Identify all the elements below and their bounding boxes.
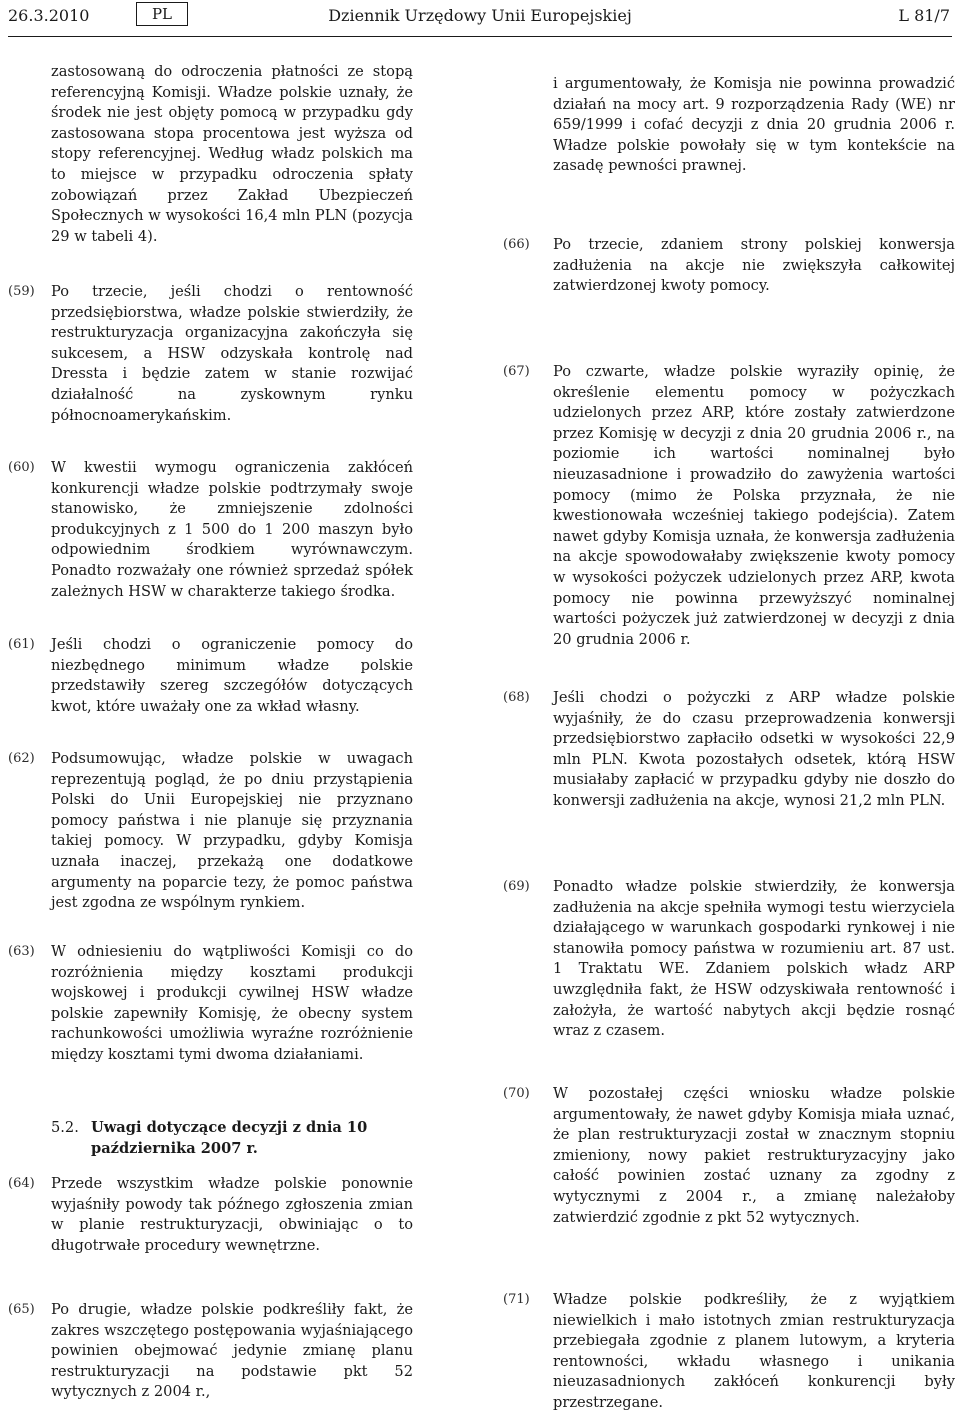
paragraph-text: Po czwarte, władze polskie wyraziły opinię, że określenie elementu pomocy w pożyczkach udzielonych przez ARP, które zostały zatwierdzone przez Komisję w decyzji z dnia 20 grudnia 2006 r., na poziomie ich wartości nominalnej było nieuzasadnione i prowadziło do zawyżenia wartości pomocy (mimo że Polska przyznała, że nie kwestionowała wcześniej takiego podejścia). Zatem nawet gdyby Komisja uznała, że konwersja zadłużenia na akcje spowodowałaby zwiększenie kwoty pomocy w wysokości pożyczek udzielonych przez ARP, kwota pomocy nie powinna przewyższyć nominalnej wartości pożyczek już zatwierdzonej w decyzji z dnia 20 grudnia 2006 r. <box>553 363 955 648</box>
paragraph-number: (71) <box>503 1292 530 1307</box>
paragraph-text: Po trzecie, zdaniem strony polskiej konwersja zadłużenia na akcje nie zwiększyła całkowitej zatwierdzonej kwoty pomocy. <box>553 236 955 295</box>
paragraph-number: (66) <box>503 237 530 252</box>
paragraph-text: i argumentowały, że Komisja nie powinna prowadzić działań na mocy art. 9 rozporządzenia Rady (WE) nr 659/1999 i cofać decyzji z dnia 20 grudnia 2006 r. Władze polskie powołały się w tym kontekście na zasadę pewności prawnej. <box>553 75 955 175</box>
paragraph-number: (67) <box>503 364 530 379</box>
paragraph-text: Po drugie, władze polskie podkreśliły fakt, że zakres wszczętego postępowania wyjaśniającego powinien obejmować jedynie zmianę planu restrukturyzacji na podstawie pkt 52 wytycznych z 2004 r., <box>51 1301 413 1401</box>
paragraph-text: Po trzecie, jeśli chodzi o rentowność przedsiębiorstwa, władze polskie stwierdziły, że restrukturyzacja organizacyjna zakończyła się sukcesem, a HSW odzyskała kontrolę nad Dressta i będzie zatem w stanie rozwijać działalność na zyskownym rynku północnoamerykańskim. <box>51 283 413 424</box>
paragraph-number: (64) <box>8 1176 35 1191</box>
paragraph-text: W pozostałej części wniosku władze polskie argumentowały, że nawet gdyby Komisja miała uznać, że plan restrukturyzacji został w znacznym stopniu zmieniony, nowy pakiet restrukturyzacyjny jako całość powinien zostać uznany za zgodny z wytycznymi z 2004 r., a zmianę należałoby zatwierdzić zgodnie z pkt 52 wytycznych. <box>553 1085 955 1226</box>
paragraph-67 <box>503 362 955 650</box>
paragraph-66 <box>503 235 955 297</box>
section-heading <box>8 1118 413 1159</box>
paragraph-text: Władze polskie podkreśliły, że z wyjątkiem niewielkich i mało istotnych zmian restrukturyzacja przebiegała zgodnie z planem lutowym, a kryteria rentowności, wkładu własnego i unikania nieuzasadnionych zakłóceń konkurencji były przestrzegane. <box>553 1291 955 1411</box>
publication-date: 26.3.2010 <box>8 6 90 25</box>
paragraph-68 <box>503 688 955 812</box>
paragraph-text: zastosowaną do odroczenia płatności ze stopą referencyjną Komisji. Władze polskie uznały, że środek nie jest objęty pomocą w przypadku gdy zastosowana stopa procentowa jest wyższa od stopy referencyjnej. Według władz polskich ma to miejsce w przypadku odroczenia spłaty zobowiązań przez Zakład Ubezpieczeń Społecznych w wysokości 16,4 mln PLN (pozycja 29 w tabeli 4). <box>51 63 413 245</box>
paragraph-62 <box>8 749 413 914</box>
paragraph-text: W kwestii wymogu ograniczenia zakłóceń konkurencji władze polskie podtrzymały swoje stanowisko, że zmniejszenie zdolności produkcyjnych z 1 500 do 1 200 maszyn było odpowiednim środkiem wyrównawczym. Ponadto rozważały one również sprzedaż spółek zależnych HSW w charakterze takiego środka. <box>51 459 413 600</box>
paragraph-71 <box>503 1290 955 1414</box>
paragraph-number: (59) <box>8 284 35 299</box>
paragraph-number: (63) <box>8 944 35 959</box>
journal-title: Dziennik Urzędowy Unii Europejskiej <box>328 6 632 25</box>
section-number: 5.2. <box>51 1119 79 1136</box>
paragraph-text: W odniesieniu do wątpliwości Komisji co do rozróżnienia między kosztami produkcji wojskowej i produkcji cywilnej HSW władze polskie zapewniły Komisję, że obecny system rachunkowości umożliwia wyraźne rozróżnienie między kosztami tymi dwoma działaniami. <box>51 943 413 1063</box>
paragraph-text: Ponadto władze polskie stwierdziły, że konwersja zadłużenia na akcje spełniła wymogi testu wierzyciela działającego w warunkach gospodarki rynkowej i nie stanowiła pomocy państwa w rozumieniu art. 87 ust. 1 Traktatu WE. Zdaniem polskich władz ARP uwzględniła fakt, że HSW odzyskiwała rentowność i założyła, że wartość nabytych akcji będzie rosnąć wraz z czasem. <box>553 878 955 1040</box>
paragraph-69 <box>503 877 955 1042</box>
paragraph-59 <box>8 282 413 426</box>
paragraph-number: (61) <box>8 637 35 652</box>
paragraph-70 <box>503 1084 955 1228</box>
paragraph-number: (60) <box>8 460 35 475</box>
paragraph-number: (68) <box>503 690 530 705</box>
paragraph-number: (70) <box>503 1086 530 1101</box>
paragraph-61 <box>8 635 413 717</box>
paragraph-64 <box>8 1174 413 1256</box>
paragraph-text: Jeśli chodzi o pożyczki z ARP władze polskie wyjaśniły, że do czasu przeprowadzenia konwersji przedsiębiorstwo zapłaciło odsetki w wysokości 22,9 mln PLN. Kwota pozostałych odsetek, którą HSW musiałaby zapłacić w przypadku gdyby nie doszło do konwersji zadłużenia na akcje, wynosi 21,2 mln PLN. <box>553 689 955 809</box>
paragraph-text: Podsumowując, władze polskie w uwagach reprezentują pogląd, że po dniu przystąpienia Polski do Unii Europejskiej nie przyznano pomocy państwa i nie planuje się przyznania takiej pomocy. W przypadku, gdyby Komisja uznała inaczej, przekażą one dodatkowe argumenty na poparcie tezy, że pomoc państwa jest zgodna ze wspólnym rynkiem. <box>51 750 413 912</box>
page-header <box>0 0 960 36</box>
header-divider <box>8 36 952 37</box>
paragraph-text: Jeśli chodzi o ograniczenie pomocy do niezbędnego minimum władze polskie przedstawiły szereg szczegółów dotyczących kwot, które uważały one za wkład własny. <box>51 636 413 715</box>
section-title: Uwagi dotyczące decyzji z dnia 10 października 2007 r. <box>91 1119 368 1157</box>
paragraph-text: Przede wszystkim władze polskie ponownie wyjaśniły powody tak późnego zgłoszenia zmian w planie restrukturyzacji, obwiniając o to długotrwałe procedury wewnętrzne. <box>51 1175 413 1254</box>
paragraph-continuation <box>503 74 955 177</box>
page-reference: L 81/7 <box>898 6 950 25</box>
paragraph-number: (69) <box>503 879 530 894</box>
paragraph-65 <box>8 1300 413 1403</box>
paragraph-63 <box>8 942 413 1066</box>
paragraph-60 <box>8 458 413 602</box>
paragraph-number: (62) <box>8 751 35 766</box>
language-badge: PL <box>136 2 188 26</box>
paragraph-continuation <box>8 62 413 247</box>
paragraph-number: (65) <box>8 1302 35 1317</box>
